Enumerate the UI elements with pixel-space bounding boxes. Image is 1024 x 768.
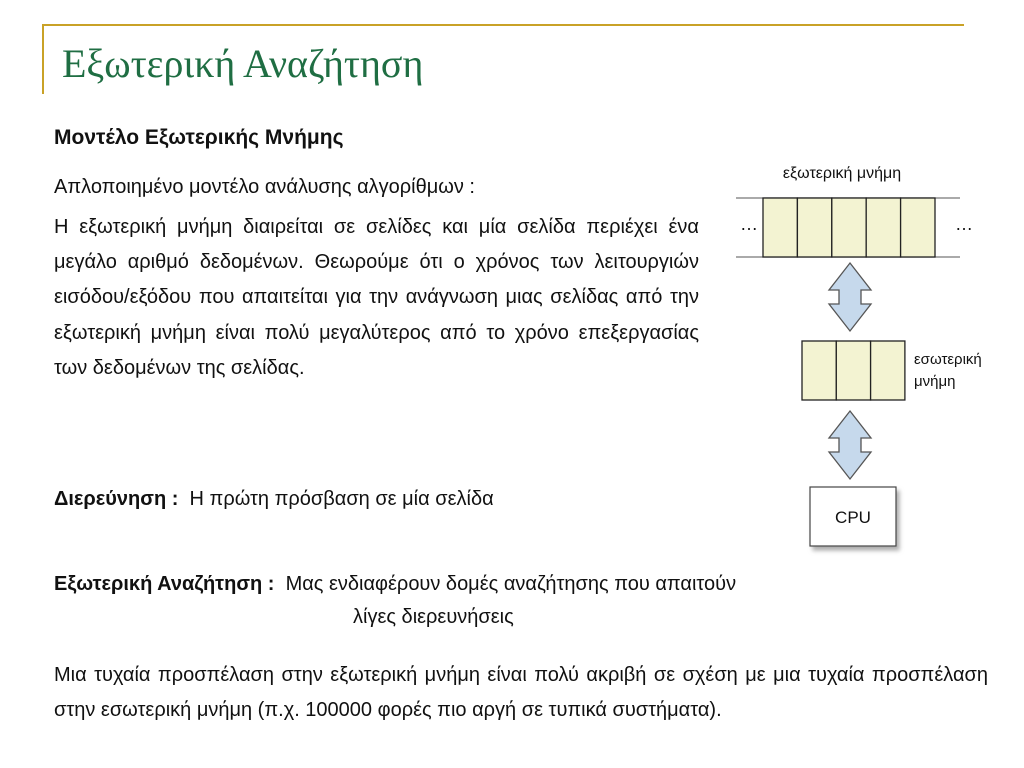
external-search-label: Εξωτερική Αναζήτηση :: [54, 573, 275, 595]
page-title: Εξωτερική Αναζήτηση: [62, 41, 424, 86]
external-search-text-line1: Μας ενδιαφέρουν δομές αναζήτησης που απαιτούν: [285, 573, 737, 595]
external-memory-page-1: [763, 198, 797, 257]
memory-hierarchy-diagram: [700, 150, 1000, 560]
final-paragraph: Μια τυχαία προσπέλαση στην εξωτερική μνήμη είναι πολύ ακριβή σε σχέση με μια τυχαία προσπέλαση στην εσωτερική μνήμη (π.χ. 100000 φορές πιο αργή σε τυπικά συστήματα).: [54, 664, 988, 721]
external-memory-page-2: [797, 198, 831, 257]
probe-definition: [54, 488, 494, 511]
internal-memory-pages: [802, 341, 905, 400]
internal-memory-label-line2: μνήμη: [914, 373, 956, 390]
probe-text: Η πρώτη πρόσβαση σε μία σελίδα: [189, 488, 494, 510]
title-rule-vertical: [42, 24, 44, 94]
external-memory-pages: [763, 198, 935, 257]
external-memory-page-3: [832, 198, 866, 257]
internal-cpu-transfer-arrow-icon: [829, 411, 871, 479]
memory-model-paragraph: Η εξωτερική μνήμη διαιρείται σε σελίδες και μία σελίδα περιέχει ένα μεγάλο αριθμό δεδομένων. Θεωρούμε ότι ο χρόνος των λειτουργιών εισόδου/εξόδου που απαιτείται για την ανάγνωση μιας σελίδας από την εξωτερική μνήμη είναι πολύ μεγαλύτερος από το χρόνο επεξεργασίας των δεδομένων της σελίδας.: [54, 216, 699, 379]
external-search-text-line2: λίγες διερευνήσεις: [353, 606, 514, 628]
external-memory-page-4: [866, 198, 900, 257]
section-heading: Μοντέλο Εξωτερικής Μνήμης: [54, 126, 344, 149]
cpu-label: CPU: [835, 508, 871, 527]
external-internal-transfer-arrow-icon: [829, 263, 871, 331]
internal-memory-page-2: [836, 341, 870, 400]
probe-label: Διερεύνηση :: [54, 488, 179, 510]
external-memory-label: εξωτερική μνήμη: [782, 165, 902, 182]
external-memory-ellipsis-right: …: [955, 214, 973, 234]
intro-text: Απλοποιημένο μοντέλο ανάλυσης αλγορίθμων :: [54, 176, 475, 198]
internal-memory-page-3: [871, 341, 905, 400]
external-search-definition: [54, 573, 736, 596]
internal-memory-page-1: [802, 341, 836, 400]
external-memory-page-5: [901, 198, 935, 257]
title-rule-horizontal: [42, 24, 964, 26]
internal-memory-label-line1: εσωτερική: [914, 351, 982, 368]
external-memory-ellipsis-left: …: [740, 214, 758, 234]
